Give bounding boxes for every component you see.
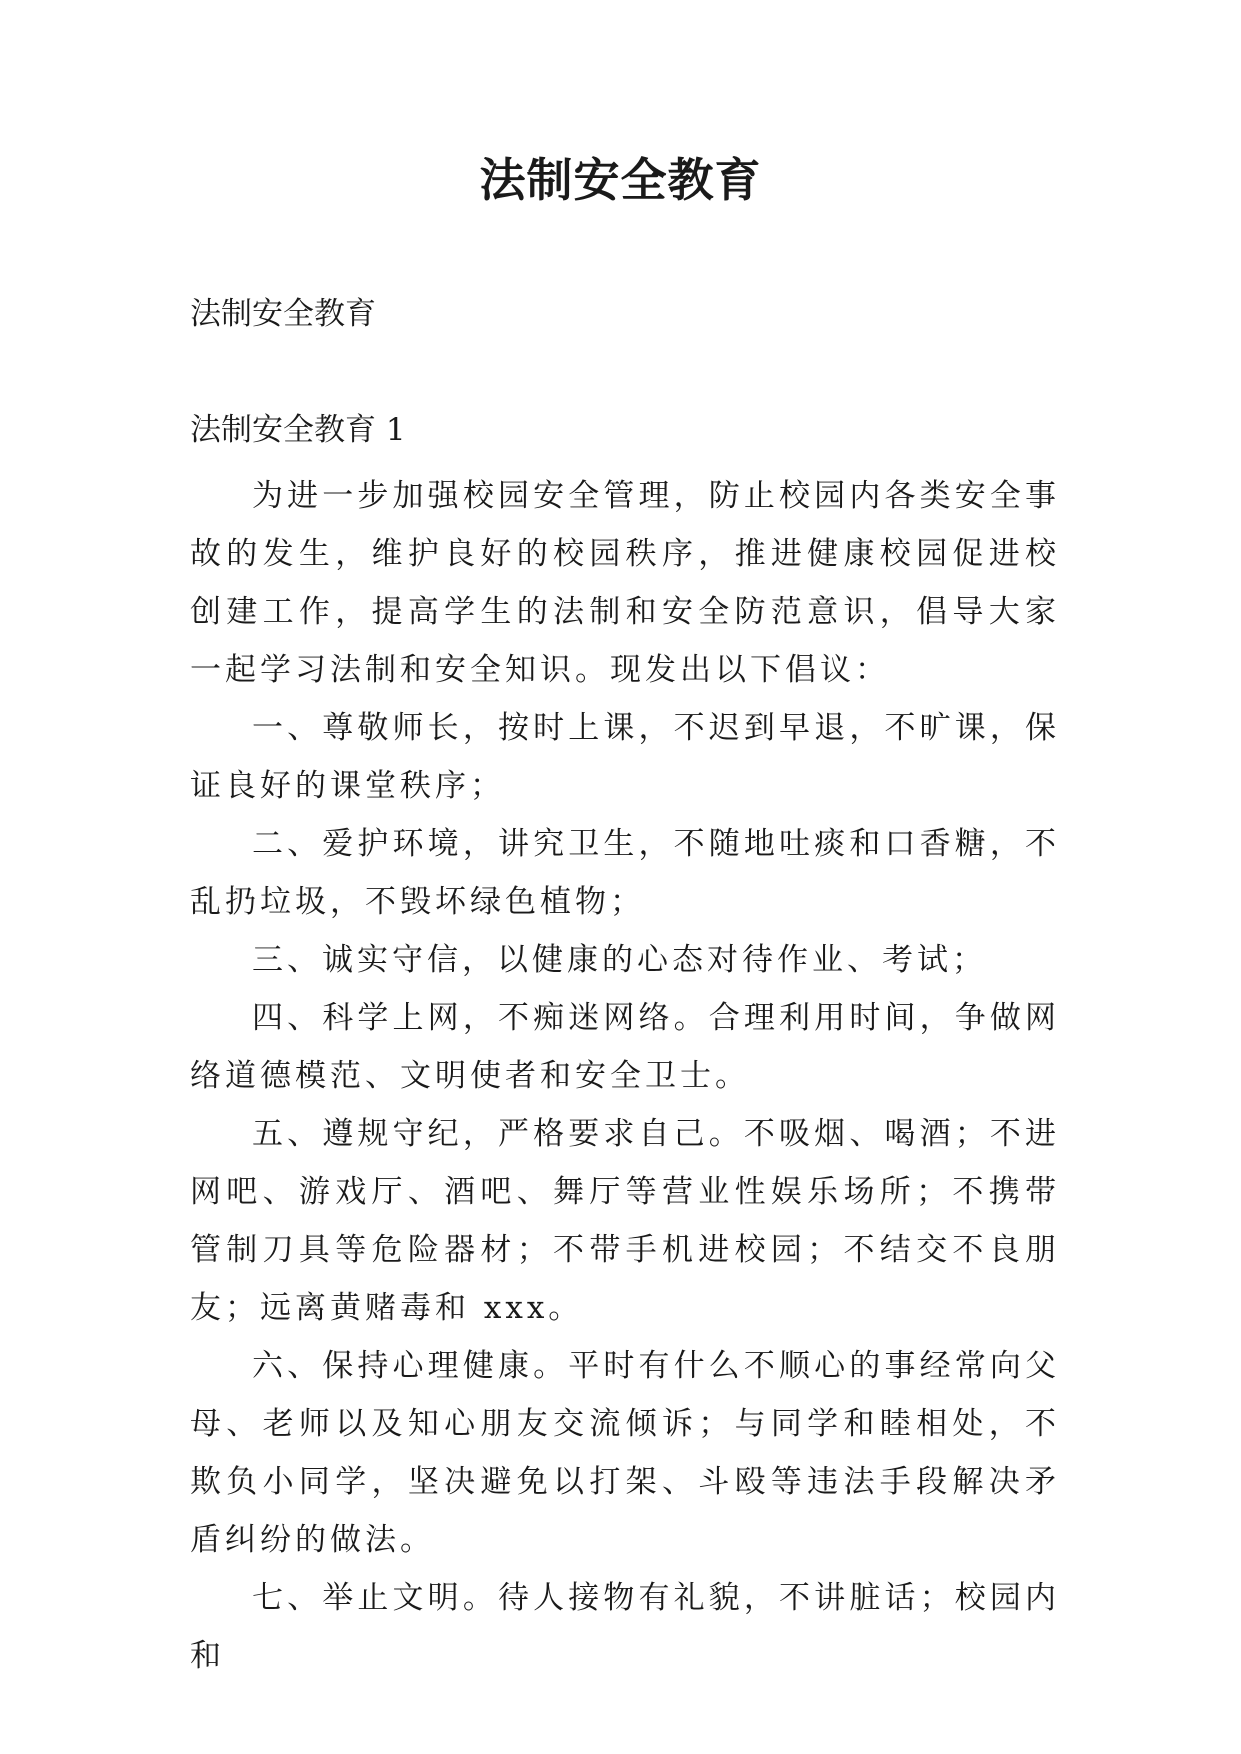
paragraph: 四、科学上网，不痴迷网络。合理利用时间，争做网络道德模范、文明使者和安全卫士。 xyxy=(190,1000,1060,1094)
paragraph: 二、爱护环境，讲究卫生，不随地吐痰和口香糖，不乱扔垃圾，不毁坏绿色植物； xyxy=(190,826,1060,920)
paragraph: 六、保持心理健康。平时有什么不顺心的事经常向父母、老师以及知心朋友交流倾诉；与同学和睦相处，不欺负小同学，坚决避免以打架、斗殴等违法手段解决矛盾纠纷的做法。 xyxy=(190,1348,1060,1558)
document-body xyxy=(190,467,1060,1685)
section-heading: 法制安全教育 1 xyxy=(190,412,406,448)
document-title: 法制安全教育 xyxy=(479,153,762,207)
paragraph: 七、举止文明。待人接物有礼貌，不讲脏话；校园内和 xyxy=(190,1580,1060,1674)
paragraph: 五、遵规守纪，严格要求自己。不吸烟、喝酒；不进网吧、游戏厅、酒吧、舞厅等营业性娱乐场所；不携带管制刀具等危险器材；不带手机进校园；不结交不良朋友；远离黄赌毒和 xxx。 xyxy=(190,1116,1060,1326)
document-subtitle: 法制安全教育 xyxy=(190,296,376,332)
paragraph: 三、诚实守信，以健康的心态对待作业、考试； xyxy=(252,942,987,978)
paragraph: 一、尊敬师长，按时上课，不迟到早退，不旷课，保证良好的课堂秩序； xyxy=(190,710,1060,804)
paragraph: 为进一步加强校园安全管理，防止校园内各类安全事故的发生，维护良好的校园秩序，推进健康校园促进校创建工作，提高学生的法制和安全防范意识，倡导大家一起学习法制和安全知识。现发出以下倡议： xyxy=(190,478,1060,688)
